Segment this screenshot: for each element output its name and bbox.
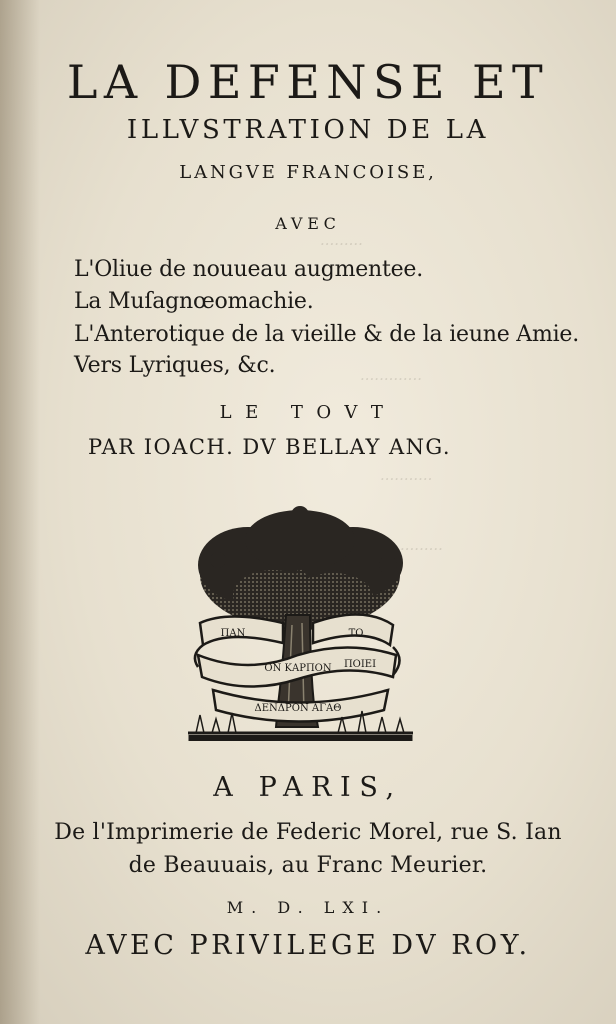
imprint-line-2: de Beauuais, au Franc Meurier. [128,853,488,878]
bleed-through-texture: ········· [320,235,363,253]
work-item: La Muſagnœomachie. [74,289,314,314]
olive-tree-emblem-icon [188,505,413,743]
work-item: L'Oliue de nouueau augmentee. [74,257,424,282]
imprint-line-1: De l'Imprimerie de Federic Morel, rue S. Ian [54,820,562,845]
bleed-through-texture: ········· [400,540,443,558]
publication-date: M. D. LXI. [226,898,390,917]
banderole-text: ΔΕΝΔΡΟΝ ΑΓΑΘ [254,703,342,714]
le-tout-label: LE TOVT [219,402,397,423]
place-of-publication: A PARIS, [213,772,403,803]
title-line-1: LA DEFENSE ET [66,55,550,109]
work-item: Vers Lyriques, &c. [74,353,276,378]
tree-foliage [198,506,403,630]
banderole-text: ΟΝ ΚΑΡΠΟΝ [264,663,332,674]
banderole-text: ΤΟ [348,628,364,639]
title-line-2: ILLVSTRATION DE LA [126,115,490,145]
title-line-3: LANGVE FRANCOISE, [179,162,437,183]
avec-label: AVEC [275,214,341,233]
banderole-text: ΠΟΙΕΙ [343,659,377,670]
bleed-through-texture: ············· [360,370,422,388]
author-line: PAR IOACH. DV BELLAY ANG. [88,435,452,459]
royal-privilege-line: AVEC PRIVILEGE DV ROY. [85,930,531,961]
work-item: L'Anterotique de la vieille & de la ieune Amie. [74,322,580,347]
banderole-text: ΠΑΝ [220,628,246,639]
bleed-through-texture: ··········· [380,470,433,488]
